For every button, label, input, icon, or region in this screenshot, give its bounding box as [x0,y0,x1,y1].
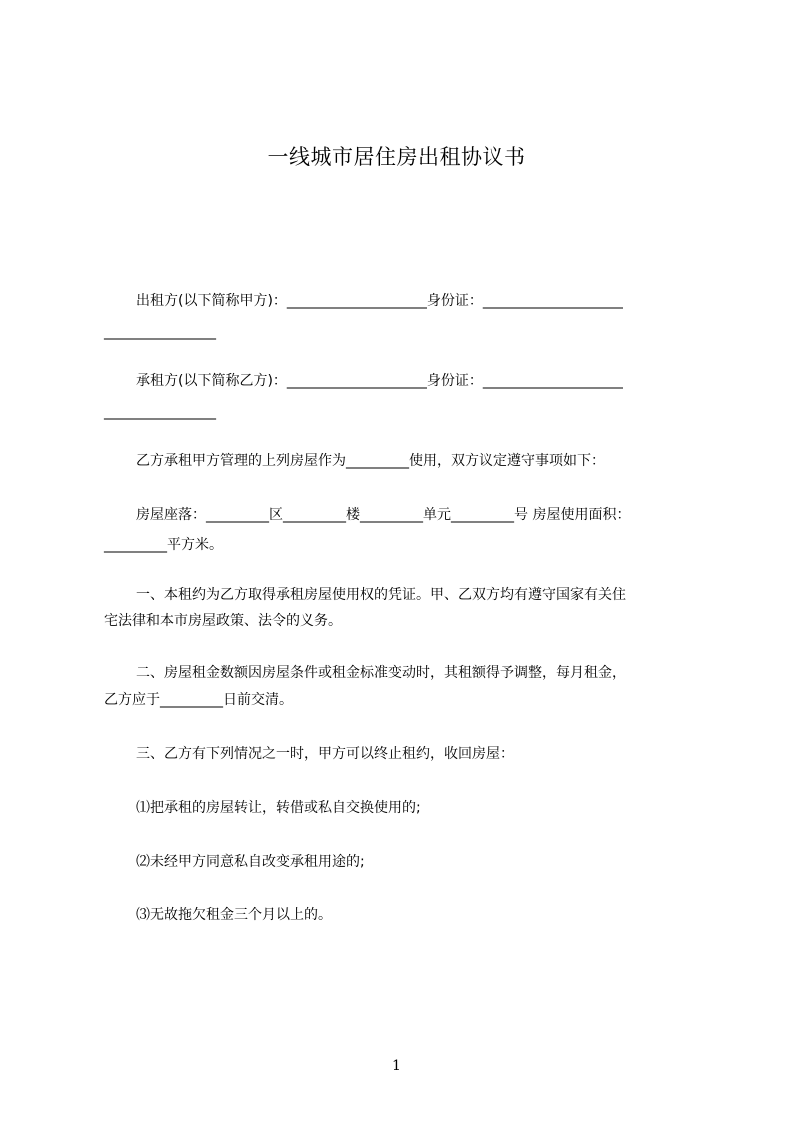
lessor-line-continuation: ________________ [104,324,216,340]
lessee-line: 承租方(以下简称乙方)：____________________身份证：____________________ [136,373,623,389]
usage-clause: 乙方承租甲方管理的上列房屋作为_________使用，双方议定遵守事项如下： [136,453,605,469]
location-line: 房屋座落：_________区_________楼_________单元_________号 房屋使用面积： [136,507,631,523]
clause-3-item-1: ⑴把承租的房屋转让，转借或私自交换使用的; [136,800,421,816]
clause-3-item-2: ⑵未经甲方同意私自改变承租用途的; [136,854,365,870]
lessee-line-continuation: ________________ [104,404,216,420]
page-number: 1 [392,1058,401,1074]
clause-1: 一、本租约为乙方取得承租房屋使用权的凭证。甲、乙双方均有遵守国家有关住 [136,587,626,603]
clause-3: 三、乙方有下列情况之一时，甲方可以终止租约，收回房屋： [136,746,514,762]
document-title: 一线城市居住房出租协议书 [267,145,526,169]
clause-1-continuation: 宅法律和本市房屋政策、法令的义务。 [104,613,342,629]
clause-2: 二、房屋租金数额因房屋条件或租金标准变动时，其租额得予调整，每月租金， [136,665,626,681]
location-line-continuation: _________平方米。 [104,537,223,553]
clause-3-item-3: ⑶无故拖欠租金三个月以上的。 [136,907,332,923]
lessor-line: 出租方(以下简称甲方)：____________________身份证：____________________ [136,293,623,309]
clause-2-continuation: 乙方应于_________日前交清。 [104,692,293,708]
